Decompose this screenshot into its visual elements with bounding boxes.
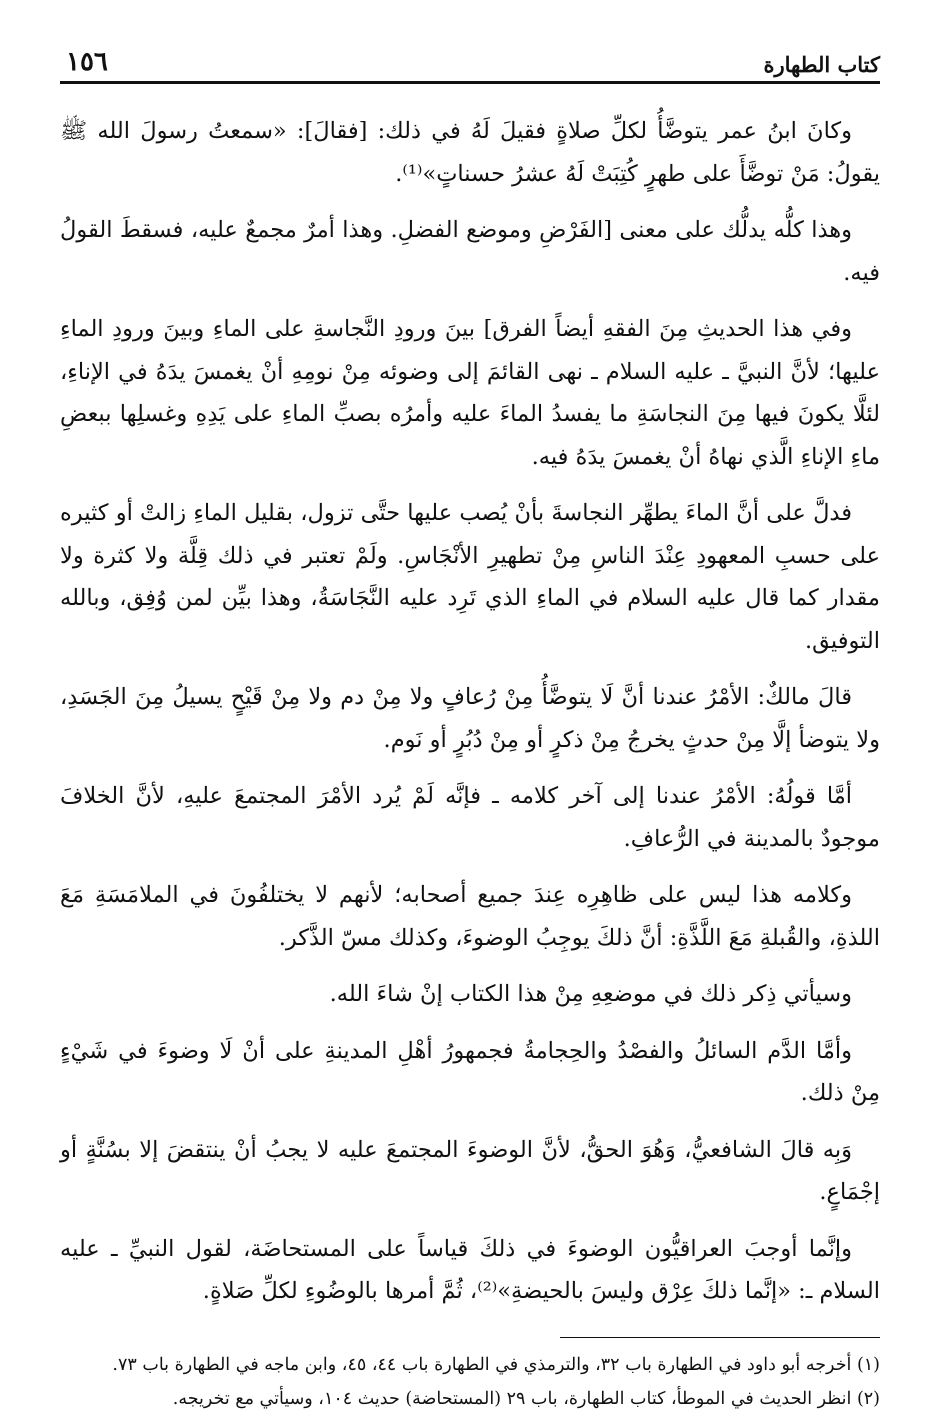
paragraph: أمَّا قولُهُ: الأمْرُ عندنا إلى آخر كلامه ـ فإنَّه لَمْ يُرد الأمْرَ المجتمعَ عليهِ، لأنَّ الخلافَ موجودٌ بالمدينة في الرُّعافِ. (60, 783, 880, 852)
footnote: (١) أخرجه أبو داود في الطهارة باب ٣٢، والترمذي في الطهارة باب ٤٤، ٤٥، وابن ماجه في الطهارة باب ٧٣. (112, 1354, 880, 1375)
paragraph: وأمَّا الدَّم السائلُ والفصْدُ والحِجامةُ فجمهورُ أهْلِ المدينةِ على أنْ لَا وضوءَ في شَيْءٍ مِنْ ذلك. (60, 1037, 880, 1106)
paragraph: وسيأتي ذِكر ذلك في موضعِهِ مِنْ هذا الكتاب إنْ شاءَ الله. (329, 981, 852, 1007)
chapter-title: كتاب الطهارة (763, 52, 880, 77)
paragraph: وَبِه قالَ الشافعيُّ، وَهُوَ الحقُّ، لأنَّ الوضوءَ المجتمعَ عليه لا يجبُ أنْ ينتقضَ إلا بسُنَّةٍ أو إجْمَاعٍ. (60, 1136, 880, 1205)
footnote: (٢) انظر الحديث في الموطأ، كتاب الطهارة، باب ٢٩ (المستحاضة) حديث ١٠٤، وسيأتي مع تخريجه. (172, 1388, 880, 1409)
footnote-divider (560, 1337, 880, 1338)
book-page (60, 36, 880, 1409)
footnotes (60, 1350, 880, 1414)
paragraph: قالَ مالكٌ: الأمْرُ عندنا أنَّ لَا يتوضَّأُ مِنْ رُعافٍ ولا مِنْ دم ولا مِنْ قَيْحٍ يسيلُ مِنَ الجَسَدِ، ولا يتوضأ إلَّا مِنْ حدثٍ يخرجُ مِنْ ذكرٍ أو مِنْ دُبُرٍ أو نَوم. (60, 684, 880, 753)
paragraph: وإنَّما أوجبَ العراقيُّون الوضوءَ في ذلكَ قياساً على المستحاضَة، لقول النبيِّ ـ عليه السلام ـ: «إنَّما ذلكَ عِرْق وليسَ بالحيضةِ»⁽²⁾، ثُمَّ أمرها بالوضُوءِ لكلِّ صَلاةٍ. (60, 1235, 880, 1304)
paragraph: وفي هذا الحديثِ مِنَ الفقهِ أيضاً الفرق] بينَ ورودِ النَّجاسةِ على الماءِ وبينَ ورودِ الماءِ عليها؛ لأنَّ النبيَّ ـ عليه السلام ـ نهى القائمَ إلى وضوئه مِنْ نومِهِ أنْ يغمسَ يدَهُ في الإناءِ، لئلَّا يكونَ فيها مِنَ النجاسَةِ ما يفسدُ الماءَ عليه وأمرُه بصبِّ الماءِ على يَدِهِ وغسلِها ببعضِ ماءِ الإناءِ الَّذي نهاهُ أنْ يغمسَ يدَهُ فيه. (60, 316, 880, 470)
paragraph: فدلَّ على أنَّ الماءَ يطهِّر النجاسةَ بأنْ يُصب عليها حتَّى تزول، بقليل الماءِ زالتْ أو كثيره على حسبِ المعهودِ عِنْدَ الناسِ مِنْ تطهيرِ الأنْجَاسِ. ولَمْ تعتبر في ذلك قِلَّة ولا كثرة ولا مقدار كما قال عليه السلام في الماءِ الذي تَرِد عليه النَّجَاسَةُ، وهذا بيِّن لمن وُفِق، وبالله التوفيق. (60, 500, 880, 654)
paragraph: وكانَ ابنُ عمر يتوضَّأُ لكلِّ صلاةٍ فقيلَ لَهُ في ذلك: [فقالَ]: «سمعتُ رسولَ الله ﷺ يقولُ: مَنْ توضَّأَ على طهرٍ كُتِبَتْ لَهُ عشرُ حسناتٍ»⁽¹⁾. (60, 118, 880, 187)
paragraph: وهذا كلُّه يدلُّك على معنى [الفَرْضِ وموضع الفضلِ. وهذا أمرٌ مجمعٌ عليه، فسقطَ القولُ فيه. (60, 217, 880, 286)
page-number: ١٥٦ (66, 47, 108, 77)
page-header (60, 36, 880, 84)
main-text (60, 110, 880, 1313)
paragraph: وكلامه هذا ليس على ظاهِرِه عِندَ جميع أصحابه؛ لأنهم لا يختلفُونَ في الملامَسَةِ مَعَ اللذةِ، والقُبلةِ مَعَ اللَّذَّةِ: أنَّ ذلكَ يوجِبُ الوضوءَ، وكذلك مسّ الذَّكر. (60, 882, 880, 951)
